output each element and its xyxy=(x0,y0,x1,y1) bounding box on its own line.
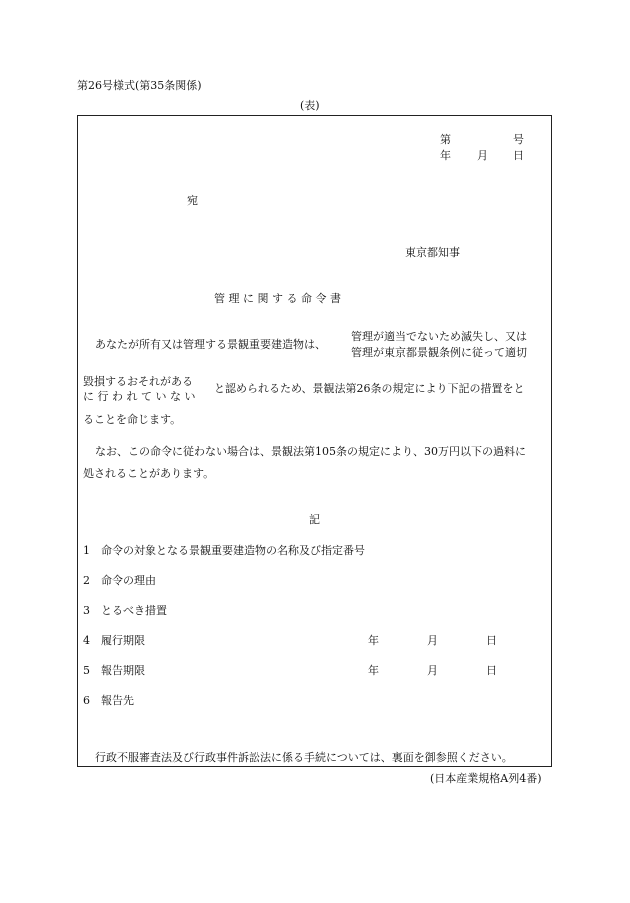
paper-size-note: (日本産業規格A列4番) xyxy=(430,772,542,785)
body-p1-alt-a-line1: 管理が適当でないため滅失し、又は xyxy=(351,330,527,343)
body-p1-end: ることを命じます。 xyxy=(83,413,182,426)
item-5-label: 報告期限 xyxy=(101,664,145,677)
item-4-tsuki: 月 xyxy=(427,634,438,647)
date-nen: 年 xyxy=(440,149,451,162)
form-title: 第26号様式(第35条関係) xyxy=(77,79,202,92)
item-5-hi: 日 xyxy=(486,664,497,677)
item-4-hi: 日 xyxy=(486,634,497,647)
item-5-tsuki: 月 xyxy=(427,664,438,677)
footer-note: 行政不服審査法及び行政事件訴訟法に係る手続については、裏面を御参照ください。 xyxy=(95,751,513,764)
body-p1-alt-b-line2: に 行 わ れ て い な い xyxy=(83,390,196,403)
item-2-label: 命令の理由 xyxy=(101,574,156,587)
item-6-label: 報告先 xyxy=(101,694,134,707)
item-4-nen: 年 xyxy=(368,634,379,647)
item-5-nen: 年 xyxy=(368,664,379,677)
item-4-label: 履行期限 xyxy=(101,634,145,647)
item-1-no: 1 xyxy=(83,544,90,557)
item-6-no: 6 xyxy=(83,694,90,707)
number-gou: 号 xyxy=(513,133,524,146)
document-title: 管 理 に 関 す る 命 令 書 xyxy=(214,292,341,305)
item-3-no: 3 xyxy=(83,604,90,617)
item-3-label: とるべき措置 xyxy=(101,604,167,617)
item-1-label: 命令の対象となる景観重要建造物の名称及び指定番号 xyxy=(101,544,365,557)
issuer: 東京都知事 xyxy=(405,246,460,259)
number-dai: 第 xyxy=(440,133,451,146)
date-hi: 日 xyxy=(513,149,524,162)
item-2-no: 2 xyxy=(83,574,90,587)
body-p2-line1: なお、この命令に従わない場合は、景観法第105条の規定により、30万円以下の過料に xyxy=(95,445,526,458)
body-p1-tail: と認められるため、景観法第26条の規定により下記の措置をと xyxy=(214,382,525,395)
ki-heading: 記 xyxy=(309,513,320,526)
body-p1-alt-a-line2: 管理が東京都景観条例に従って適切 xyxy=(351,346,527,359)
body-p1-alt-b-line1: 毀損するおそれがある xyxy=(83,375,193,388)
document-frame xyxy=(77,115,552,767)
item-5-no: 5 xyxy=(83,664,90,677)
addressee-ate: 宛 xyxy=(187,194,198,207)
item-4-no: 4 xyxy=(83,634,90,647)
body-p1-lead: あなたが所有又は管理する景観重要建造物は、 xyxy=(95,338,326,351)
date-tsuki: 月 xyxy=(477,149,488,162)
side-label: (表) xyxy=(300,99,320,112)
body-p2-line2: 処されることがあります。 xyxy=(83,467,215,480)
